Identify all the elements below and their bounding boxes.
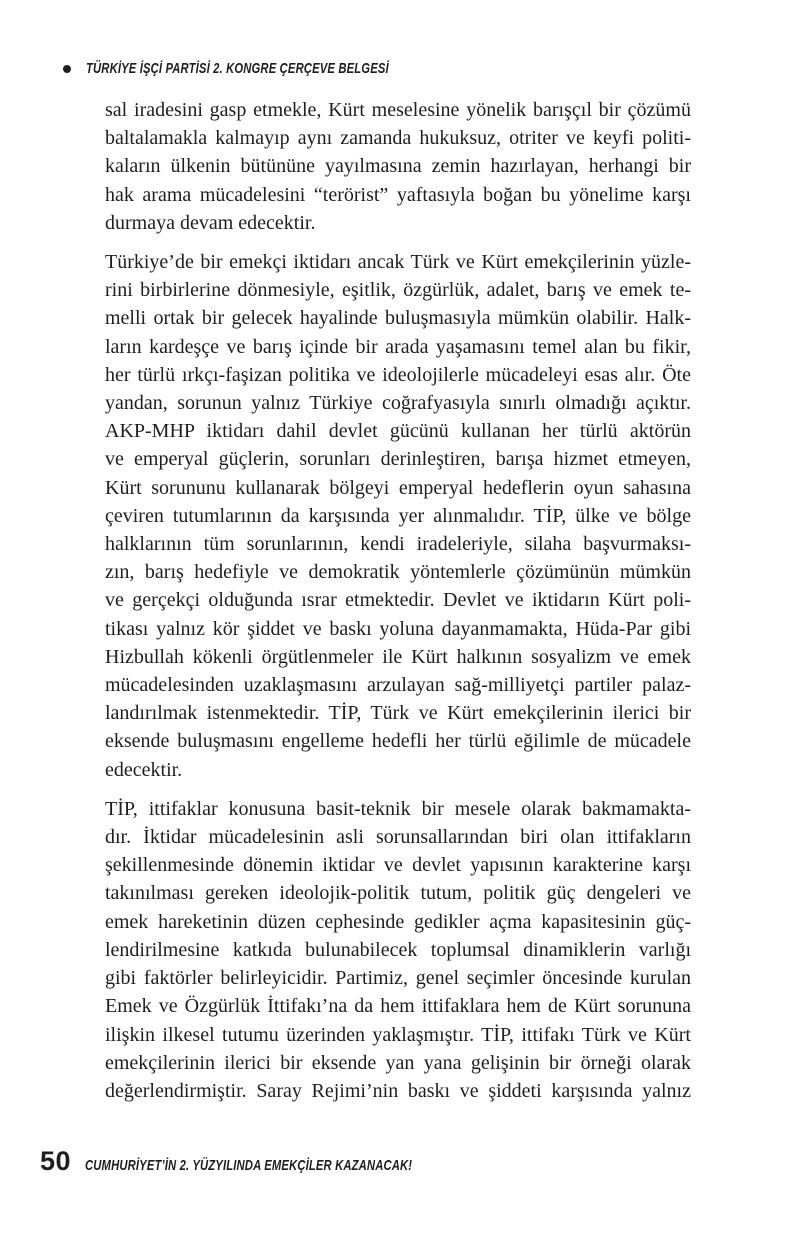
text-line: edecektir. [105,758,183,781]
footer-slogan: CUMHURİYET’İN 2. YÜZYILINDA EMEKÇİLER KAZANACAK! [85,1157,413,1174]
text-line: eksende buluşmasını engelleme hedefli her türlü eğilimle de mücadele [105,730,691,753]
text-line: Hizbullah kökenli örgütlenmeler ile Kürt halkının sosyalizm ve emek [105,645,691,668]
text-line: şekillenmesinde dönemin iktidar ve devlet yapısının karakterine karşı [105,854,691,877]
bullet-icon [63,65,71,73]
text-line: gibi faktörler belirleyicidir. Partimiz, genel seçimler öncesinde kurulan [105,967,691,990]
text-line: değerlendirmiştir. Saray Rejimi’nin baskı ve şiddeti karşısında yalnız [105,1079,691,1102]
paragraph [105,795,691,1105]
page-header [63,60,490,77]
page-footer [40,1146,521,1177]
text-line: sal iradesini gasp etmekle, Kürt meselesine yönelik barışçıl bir çözümü [105,99,691,121]
text-line: tikası yalnız kör şiddet ve baskı yoluna dayanmamakta, Hüda-Par gibi [105,617,691,640]
text-line: çeviren tutumlarının da karşısında yer alınmalıdır. TİP, ülke ve bölge [105,504,691,527]
text-line: Türkiye’de bir emekçi iktidarı ancak Türk ve Kürt emekçilerinin yüzle- [105,251,691,274]
text-line: TİP, ittifaklar konusuna basit-teknik bir mesele olarak bakmamakta- [105,797,691,820]
text-line: rini birbirlerine dönmesiyle, eşitlik, özgürlük, adalet, barış ve emek te- [105,279,691,302]
text-line: durmaya devam edecektir. [105,211,316,234]
text-line: ilişkin ilkesel tutumu üzerinden yaklaşmıştır. TİP, ittifakı Türk ve Kürt [105,1023,691,1046]
text-line: zın, barış hedefiyle ve demokratik yöntemlerle çözümünün mümkün [105,561,691,584]
text-line: halklarının tüm sorunlarının, kendi iradeleriyle, silaha başvurmaksı- [105,533,691,556]
body-text [105,96,691,1116]
text-line: emekçilerinin ilerici bir eksende yan yana gelişinin bir örneği olarak [105,1051,691,1074]
text-line: Kürt sorununu kullanarak bölgeyi emperyal hedeflerin oyun sahasına [105,476,691,499]
header-title: TÜRKİYE İŞÇİ PARTİSİ 2. KONGRE ÇERÇEVE BELGESİ [86,60,389,77]
text-line: ve emperyal güçlerin, sorunları derinleştiren, barışa hizmet etmeyen, [105,448,691,471]
text-line: lendirilmesine katkıda bulunabilecek toplumsal dinamiklerin varlığı [105,938,691,961]
text-line: ların kardeşçe ve barış içinde bir arada yaşamasını temel alan bu fikir, [105,335,691,358]
text-line: dır. İktidar mücadelesinin asli sorunsallarından biri olan ittifakların [105,826,691,849]
text-line: hak arama mücadelesini “terörist” yaftasıyla boğan bu yönelime karşı [105,183,691,206]
text-line: kaların ülkenin bütününe yayılmasına zemin hazırlayan, herhangi bir [105,155,691,178]
text-line: her türlü ırkçı-faşizan politika ve ideolojilerle mücadeleyi esas alır. Öte [105,363,691,386]
paragraph [105,248,691,784]
text-line: takınılması gereken ideolojik-politik tutum, politik güç dengeleri ve [105,882,691,905]
text-line: melli ortak bir gelecek hayalinde buluşmasıyla mümkün olabilir. Halk- [105,307,691,330]
paragraph [105,96,691,237]
text-line: emek hareketinin düzen cephesinde gedikler açma kapasitesinin güç- [105,910,691,933]
text-line: Emek ve Özgürlük İttifakı’na da hem ittifaklara hem de Kürt sorununa [105,995,691,1018]
page-number: 50 [40,1146,72,1176]
text-line: landırılmak istenmektedir. TİP, Türk ve Kürt emekçilerinin ilerici bir [105,702,691,725]
text-line: yandan, sorunun yalnız Türkiye coğrafyasıyla sınırlı olmadığı açıktır. [105,392,691,415]
text-line: mücadelesinden uzaklaşmasını arzulayan sağ-milliyetçi partiler palaz- [105,674,691,697]
text-line: ve gerçekçi olduğunda ısrar etmektedir. Devlet ve iktidarın Kürt poli- [105,589,691,612]
text-line: baltalamakla kalmayıp aynı zamanda hukuksuz, otriter ve keyfi politi- [105,127,691,150]
text-line: AKP-MHP iktidarı dahil devlet gücünü kullanan her türlü aktörün [105,420,691,443]
